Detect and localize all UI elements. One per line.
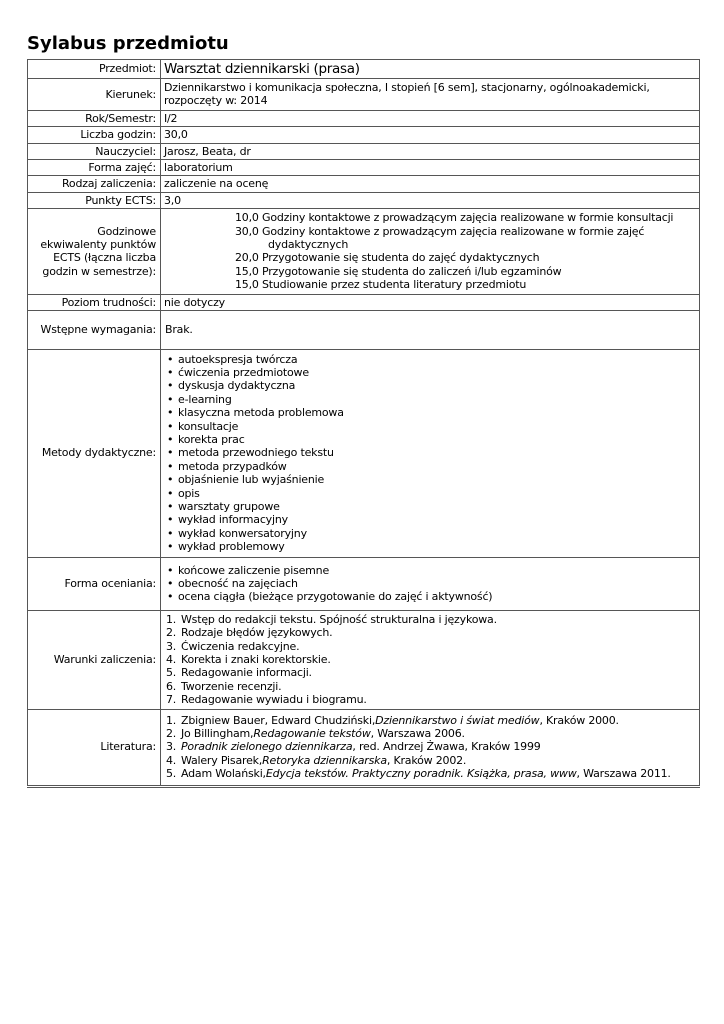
bullet-marker: • bbox=[167, 379, 174, 393]
method-item-text: metoda przewodniego tekstu bbox=[178, 446, 334, 460]
row-kierunek bbox=[28, 79, 700, 111]
row-nauczyciel bbox=[28, 143, 700, 159]
row-warunki-zaliczenia bbox=[28, 610, 700, 709]
table-bottom-rule bbox=[27, 787, 700, 788]
pass-condition-item bbox=[165, 613, 695, 626]
bullet-marker: • bbox=[167, 577, 174, 590]
pass-condition-text: Rodzaje błędów językowych. bbox=[181, 626, 333, 640]
item-number: 1. bbox=[166, 713, 177, 727]
row-przedmiot bbox=[28, 60, 700, 79]
item-number: 2. bbox=[166, 626, 177, 640]
bullet-marker: • bbox=[167, 432, 174, 446]
bullet-marker: • bbox=[167, 419, 174, 433]
item-number: 4. bbox=[166, 753, 177, 767]
bullet-marker: • bbox=[167, 486, 174, 500]
hour-value: 30,0 bbox=[235, 224, 259, 238]
row-forma-oceniania bbox=[28, 557, 700, 610]
method-item bbox=[165, 540, 695, 553]
ects-hour-item bbox=[235, 251, 695, 264]
row-punkty-ects-value: 3,0 bbox=[161, 192, 700, 208]
literature-text: Zbigniew Bauer, Edward Chudziński,Dziennikarstwo i świat mediów, Kraków 2000. bbox=[181, 713, 619, 727]
grading-form-item bbox=[165, 590, 695, 603]
bullet-marker: • bbox=[167, 499, 174, 513]
row-liczba-godzin-label: Liczba godzin: bbox=[28, 127, 161, 143]
method-item-text: e-learning bbox=[178, 392, 232, 406]
literature-list bbox=[161, 709, 700, 785]
pass-conditions-list bbox=[161, 610, 700, 709]
grading-form-text: końcowe zaliczenie pisemne bbox=[178, 563, 330, 577]
hour-description: Godziny kontaktowe z prowadzącym zajęcia realizowane w formie zajęć dydaktycznych bbox=[262, 224, 645, 252]
row-rodzaj-zaliczenia-label: Rodzaj zaliczenia: bbox=[28, 176, 161, 192]
literature-item bbox=[165, 727, 695, 740]
item-number: 3. bbox=[166, 639, 177, 653]
row-forma-zajec bbox=[28, 160, 700, 176]
hour-description: Godziny kontaktowe z prowadzącym zajęcia realizowane w formie konsultacji bbox=[262, 211, 674, 225]
bullet-marker: • bbox=[167, 563, 174, 577]
method-item bbox=[165, 487, 695, 500]
page-title: Sylabus przedmiotu bbox=[27, 33, 229, 54]
item-number: 2. bbox=[166, 727, 177, 741]
literature-item bbox=[165, 767, 695, 780]
bullet-marker: • bbox=[167, 540, 174, 554]
grading-form-text: obecność na zajęciach bbox=[178, 577, 298, 590]
pass-condition-text: Tworzenie recenzji. bbox=[181, 679, 282, 693]
grading-forms-list bbox=[161, 557, 700, 610]
method-item bbox=[165, 366, 695, 379]
ects-hour-item bbox=[235, 211, 695, 224]
method-item bbox=[165, 473, 695, 486]
bullet-marker: • bbox=[167, 392, 174, 406]
pass-condition-text: Ćwiczenia redakcyjne. bbox=[181, 639, 300, 653]
method-item-text: autoekspresja twórcza bbox=[178, 352, 298, 366]
method-item bbox=[165, 460, 695, 473]
ects-hours-list bbox=[161, 209, 700, 294]
method-item bbox=[165, 433, 695, 446]
method-item bbox=[165, 513, 695, 526]
bullet-marker: • bbox=[167, 446, 174, 460]
row-godzinowe-ekwiwalenty bbox=[28, 209, 700, 294]
method-item bbox=[165, 406, 695, 419]
pass-condition-text: Redagowanie informacji. bbox=[181, 666, 312, 680]
method-item-text: metoda przypadków bbox=[178, 459, 287, 473]
ects-hour-item bbox=[235, 225, 695, 252]
method-item-text: wykład konwersatoryjny bbox=[178, 526, 307, 540]
row-nauczyciel-value: Jarosz, Beata, dr bbox=[161, 143, 700, 159]
row-punkty-ects-label: Punkty ECTS: bbox=[28, 192, 161, 208]
row-rok-semestr-label: Rok/Semestr: bbox=[28, 110, 161, 126]
row-przedmiot-label: Przedmiot: bbox=[28, 60, 161, 79]
literature-text: Adam Wolański,Edycja tekstów. Praktyczny poradnik. Książka, prasa, www, Warszawa 2011. bbox=[181, 767, 671, 781]
row-wstepne-wymagania bbox=[28, 311, 700, 349]
bullet-marker: • bbox=[167, 459, 174, 473]
pass-condition-item bbox=[165, 653, 695, 666]
method-item-text: konsultacje bbox=[178, 419, 239, 433]
literature-item bbox=[165, 754, 695, 767]
pass-condition-item bbox=[165, 693, 695, 706]
syllabus-table bbox=[27, 59, 700, 786]
row-liczba-godzin bbox=[28, 127, 700, 143]
item-number: 3. bbox=[166, 740, 177, 754]
pass-condition-item bbox=[165, 680, 695, 693]
label-line: ECTS (łączna liczba bbox=[53, 251, 156, 265]
row-przedmiot-value: Warsztat dziennikarski (prasa) bbox=[161, 60, 700, 79]
row-rok-semestr bbox=[28, 110, 700, 126]
method-item bbox=[165, 379, 695, 392]
row-nauczyciel-label: Nauczyciel: bbox=[28, 143, 161, 159]
row-rok-semestr-value: I/2 bbox=[161, 110, 700, 126]
item-number: 1. bbox=[166, 612, 177, 626]
literature-text: Poradnik zielonego dziennikarza, red. Andrzej Żwawa, Kraków 1999 bbox=[181, 740, 541, 754]
row-rodzaj-zaliczenia-value: zaliczenie na ocenę bbox=[161, 176, 700, 192]
row-wstepne-wymagania-value: Brak. bbox=[161, 311, 700, 349]
hour-value: 10,0 bbox=[235, 211, 259, 225]
method-item bbox=[165, 353, 695, 366]
row-liczba-godzin-value: 30,0 bbox=[161, 127, 700, 143]
pass-condition-item bbox=[165, 626, 695, 639]
method-item-text: opis bbox=[178, 486, 200, 500]
method-item bbox=[165, 527, 695, 540]
row-poziom-trudnosci-value: nie dotyczy bbox=[161, 294, 700, 310]
literature-item bbox=[165, 714, 695, 727]
hour-description: Studiowanie przez studenta literatury przedmiotu bbox=[262, 278, 527, 292]
hour-value: 20,0 bbox=[235, 251, 259, 265]
row-forma-oceniania-label: Forma oceniania: bbox=[28, 557, 161, 610]
method-item bbox=[165, 420, 695, 433]
grading-form-item bbox=[165, 564, 695, 577]
item-number: 6. bbox=[166, 679, 177, 693]
pass-condition-text: Korekta i znaki korektorskie. bbox=[181, 653, 331, 667]
pass-condition-text: Redagowanie wywiadu i biogramu. bbox=[181, 693, 367, 707]
bullet-marker: • bbox=[167, 352, 174, 366]
row-forma-zajec-label: Forma zajęć: bbox=[28, 160, 161, 176]
method-item-text: ćwiczenia przedmiotowe bbox=[178, 365, 309, 379]
hour-description: Przygotowanie się studenta do zajęć dydaktycznych bbox=[262, 251, 540, 265]
method-item-text: korekta prac bbox=[178, 432, 245, 446]
pass-condition-item bbox=[165, 666, 695, 679]
method-item bbox=[165, 446, 695, 459]
literature-item bbox=[165, 740, 695, 753]
method-item-text: dyskusja dydaktyczna bbox=[178, 379, 296, 393]
row-wstepne-wymagania-label: Wstępne wymagania: bbox=[28, 311, 161, 349]
bullet-marker: • bbox=[167, 406, 174, 420]
row-rodzaj-zaliczenia bbox=[28, 176, 700, 192]
bullet-marker: • bbox=[167, 513, 174, 527]
item-number: 7. bbox=[166, 693, 177, 707]
item-number: 5. bbox=[166, 767, 177, 781]
item-number: 5. bbox=[166, 666, 177, 680]
row-kierunek-value: Dziennikarstwo i komunikacja społeczna, I stopień [6 sem], stacjonarny, ogólnoakademicki, rozpoczęty w: 2014 bbox=[161, 79, 700, 111]
ects-hour-item bbox=[235, 278, 695, 291]
pass-condition-item bbox=[165, 640, 695, 653]
row-poziom-trudnosci bbox=[28, 294, 700, 310]
hour-description: Przygotowanie się studenta do zaliczeń i/lub egzaminów bbox=[262, 264, 562, 278]
bullet-marker: • bbox=[167, 365, 174, 379]
grading-form-text: ocena ciągła (bieżące przygotowanie do zajęć i aktywność) bbox=[178, 590, 493, 604]
hour-value: 15,0 bbox=[235, 264, 259, 278]
method-item bbox=[165, 393, 695, 406]
label-line: Godzinowe bbox=[97, 224, 156, 238]
pass-condition-text: Wstęp do redakcji tekstu. Spójność strukturalna i językowa. bbox=[181, 612, 497, 626]
item-number: 4. bbox=[166, 653, 177, 667]
row-literatura bbox=[28, 709, 700, 785]
methods-list bbox=[161, 349, 700, 557]
row-metody-dydaktyczne-label: Metody dydaktyczne: bbox=[28, 349, 161, 557]
method-item bbox=[165, 500, 695, 513]
row-forma-zajec-value: laboratorium bbox=[161, 160, 700, 176]
grading-form-item bbox=[165, 577, 695, 590]
row-punkty-ects bbox=[28, 192, 700, 208]
bullet-marker: • bbox=[167, 526, 174, 540]
row-warunki-zaliczenia-label: Warunki zaliczenia: bbox=[28, 610, 161, 709]
method-item-text: objaśnienie lub wyjaśnienie bbox=[178, 473, 325, 487]
method-item-text: wykład problemowy bbox=[178, 540, 285, 554]
row-kierunek-label: Kierunek: bbox=[28, 79, 161, 111]
label-line: godzin w semestrze): bbox=[42, 264, 156, 278]
hour-value: 15,0 bbox=[235, 278, 259, 292]
method-item-text: warsztaty grupowe bbox=[178, 499, 280, 513]
bullet-marker: • bbox=[167, 473, 174, 487]
literature-text: Walery Pisarek,Retoryka dziennikarska, Kraków 2002. bbox=[181, 753, 467, 767]
literature-text: Jo Billingham,Redagowanie tekstów, Warszawa 2006. bbox=[181, 727, 465, 741]
row-godzinowe-ekwiwalenty-label bbox=[28, 209, 161, 294]
method-item-text: klasyczna metoda problemowa bbox=[178, 406, 344, 420]
row-metody-dydaktyczne bbox=[28, 349, 700, 557]
row-literatura-label: Literatura: bbox=[28, 709, 161, 785]
label-line: ekwiwalenty punktów bbox=[40, 238, 156, 252]
method-item-text: wykład informacyjny bbox=[178, 513, 288, 527]
row-poziom-trudnosci-label: Poziom trudności: bbox=[28, 294, 161, 310]
bullet-marker: • bbox=[167, 590, 174, 604]
ects-hour-item bbox=[235, 265, 695, 278]
